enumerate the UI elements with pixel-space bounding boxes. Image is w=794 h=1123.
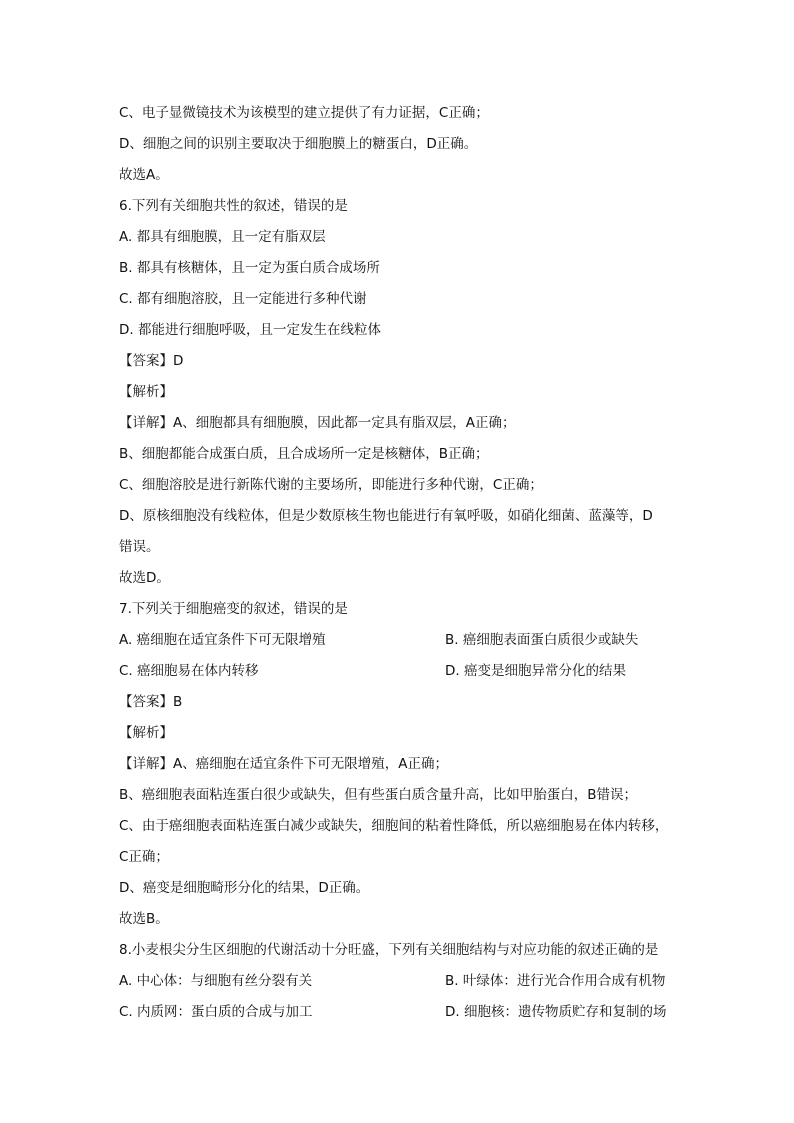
detail-line: D、癌变是细胞畸形分化的结果，D正确。 bbox=[119, 880, 370, 896]
option-b: B. 都具有核糖体，且一定为蛋白质合成场所 bbox=[119, 260, 380, 276]
detail-line: B、癌细胞表面粘连蛋白很少或缺失，但有些蛋白质含量升高，比如甲胎蛋白，B错误； bbox=[119, 787, 638, 803]
detail-line: C正确； bbox=[119, 849, 169, 865]
option-a: A. 中心体：与细胞有丝分裂有关 bbox=[119, 973, 313, 989]
detail-line: C、细胞溶胶是进行新陈代谢的主要场所，即能进行多种代谢，C正确； bbox=[119, 477, 543, 493]
analysis-label: 【解析】 bbox=[119, 384, 173, 400]
detail-line: C、由于癌细胞表面粘连蛋白减少或缺失，细胞间的粘着性降低，所以癌细胞易在体内转移， bbox=[119, 818, 669, 834]
text-line: D、细胞之间的识别主要取决于细胞膜上的糖蛋白，D正确。 bbox=[119, 136, 478, 152]
option-d: D. 癌变是细胞异常分化的结果 bbox=[445, 663, 626, 679]
detail-line: B、细胞都能合成蛋白质，且合成场所一定是核糖体，B正确； bbox=[119, 446, 489, 462]
option-c: C. 内质网：蛋白质的合成与加工 bbox=[119, 1004, 313, 1020]
text-line: C、电子显微镜技术为该模型的建立提供了有力证据，C正确； bbox=[119, 105, 489, 121]
detail-line: D、原核细胞没有线粒体，但是少数原核生物也能进行有氧呼吸，如硝化细菌、蓝藻等，D bbox=[119, 508, 653, 524]
question-8-title: 8.小麦根尖分生区细胞的代谢活动十分旺盛，下列有关细胞结构与对应功能的叙述正确的是 bbox=[119, 942, 659, 958]
analysis-label: 【解析】 bbox=[119, 725, 173, 741]
option-a: A. 都具有细胞膜，且一定有脂双层 bbox=[119, 229, 326, 245]
detail-line: 【详解】A、细胞都具有细胞膜，因此都一定具有脂双层，A正确； bbox=[119, 415, 516, 431]
question-6-title: 6.下列有关细胞共性的叙述，错误的是 bbox=[119, 198, 348, 214]
option-b: B. 叶绿体：进行光合作用合成有机物 bbox=[445, 973, 666, 989]
answer-label: 【答案】D bbox=[119, 353, 184, 369]
option-a: A. 癌细胞在适宜条件下可无限增殖 bbox=[119, 632, 326, 648]
option-d: D. 都能进行细胞呼吸，且一定发生在线粒体 bbox=[119, 322, 381, 338]
question-7-title: 7.下列关于细胞癌变的叙述，错误的是 bbox=[119, 601, 348, 617]
option-b: B. 癌细胞表面蛋白质很少或缺失 bbox=[445, 632, 639, 648]
detail-line: 【详解】A、癌细胞在适宜条件下可无限增殖，A正确； bbox=[119, 756, 448, 772]
conclusion-line: 故选B。 bbox=[119, 911, 169, 927]
option-d: D. 细胞核：遗传物质贮存和复制的场 bbox=[445, 1004, 667, 1020]
conclusion-line: 故选D。 bbox=[119, 570, 170, 586]
text-line: 故选A。 bbox=[119, 167, 169, 183]
detail-line: 错误。 bbox=[119, 539, 160, 555]
option-c: C. 都有细胞溶胶，且一定能进行多种代谢 bbox=[119, 291, 367, 307]
option-c: C. 癌细胞易在体内转移 bbox=[119, 663, 259, 679]
answer-label: 【答案】B bbox=[119, 694, 183, 710]
